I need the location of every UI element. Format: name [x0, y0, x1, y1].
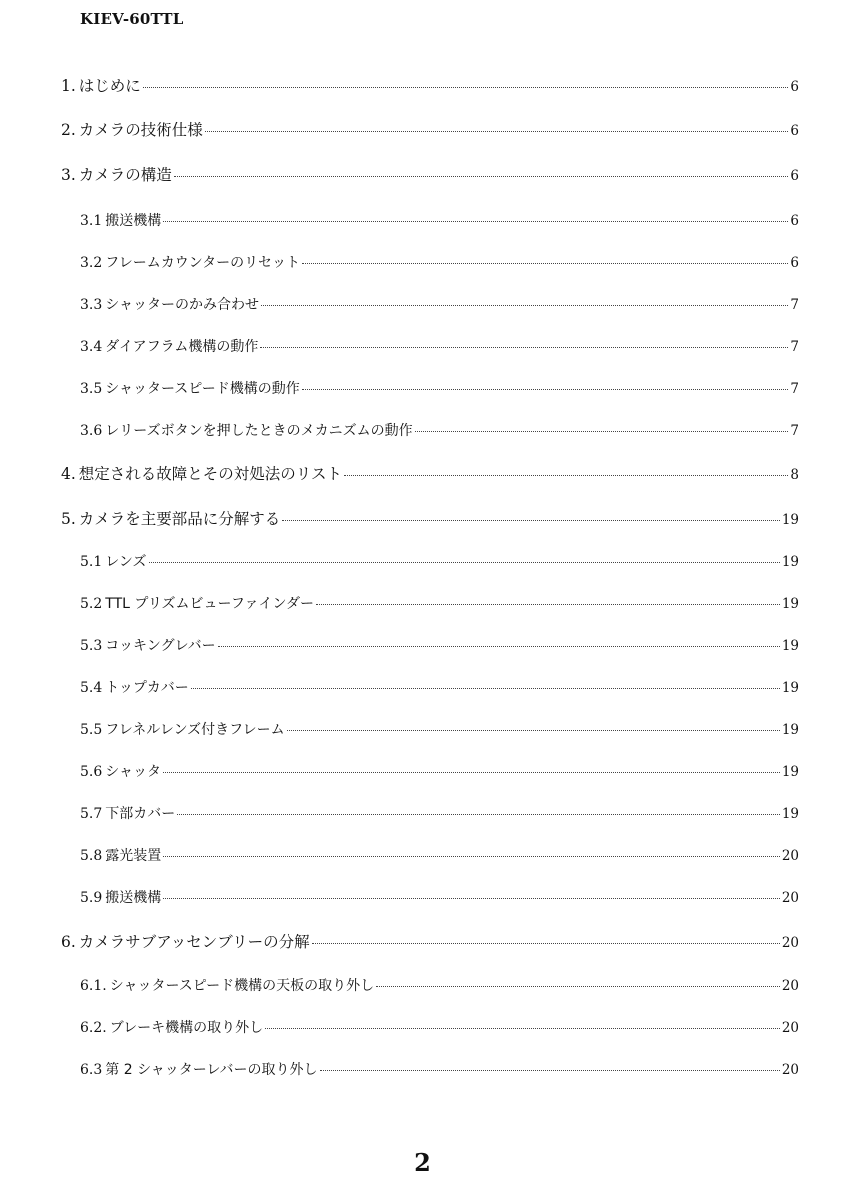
toc-dot-leader	[302, 389, 789, 390]
toc-entry-title: カメラの構造	[78, 166, 172, 184]
toc-entry-number: 5.8	[80, 848, 103, 864]
toc-dot-leader	[265, 1028, 780, 1029]
toc-entry-label	[80, 803, 176, 823]
toc-entry-title: TTL プリズムビューファインダー	[105, 596, 314, 612]
toc-entry[interactable]	[61, 163, 799, 185]
toc-entry-page: 19	[781, 806, 799, 822]
toc-dot-leader	[163, 898, 780, 899]
toc-entry-label	[61, 118, 204, 140]
toc-dot-leader	[312, 943, 780, 944]
toc-entry[interactable]	[80, 336, 799, 356]
toc-entry[interactable]	[80, 593, 799, 613]
toc-entry-page: 19	[781, 722, 799, 738]
toc-entry-label	[80, 719, 286, 739]
toc-entry-title: レリーズボタンを押したときのメカニズムの動作	[105, 423, 413, 439]
toc-entry-title: シャッタ	[105, 764, 161, 780]
toc-dot-leader	[163, 772, 780, 773]
toc-entry[interactable]	[80, 677, 799, 697]
toc-entry-page: 20	[781, 890, 799, 906]
toc-entry-label	[80, 1059, 319, 1079]
toc-entry-title: 下部カバー	[105, 806, 176, 822]
toc-entry-number: 5.4	[80, 680, 103, 696]
toc-entry-number: 3.3	[80, 297, 103, 313]
toc-entry-number: 5.6	[80, 764, 103, 780]
toc-entry-title: カメラの技術仕様	[78, 121, 203, 139]
toc-entry-page: 6	[790, 213, 799, 229]
toc-entry-page: 20	[781, 978, 799, 994]
toc-entry-page: 7	[790, 423, 799, 439]
toc-entry-page: 20	[781, 1062, 799, 1078]
toc-dot-leader	[177, 814, 780, 815]
toc-dot-leader	[376, 986, 780, 987]
document-header-title: KIEV-60TTL	[80, 10, 184, 28]
toc-entry-number: 1.	[61, 77, 76, 95]
toc-entry-page: 6	[790, 168, 799, 184]
toc-entry-label	[80, 210, 162, 230]
toc-entry[interactable]	[80, 1017, 799, 1037]
toc-entry-title: シャッターのかみ合わせ	[105, 297, 259, 313]
toc-entry-number: 3.	[61, 166, 76, 184]
toc-dot-leader	[302, 263, 788, 264]
toc-entry[interactable]	[80, 887, 799, 907]
toc-entry[interactable]	[80, 252, 799, 272]
toc-dot-leader	[282, 520, 780, 521]
toc-entry-number: 5.	[61, 510, 76, 528]
toc-entry-number: 6.2.	[80, 1020, 107, 1036]
toc-entry[interactable]	[80, 294, 799, 314]
toc-entry-label	[61, 507, 281, 529]
toc-entry-label	[80, 887, 162, 907]
toc-entry-title: ダイアフラム機構の動作	[105, 339, 259, 355]
toc-entry-number: 5.2	[80, 596, 103, 612]
toc-entry-label	[80, 1017, 264, 1037]
toc-entry-page: 19	[781, 638, 799, 654]
toc-entry[interactable]	[80, 420, 799, 440]
toc-entry-title: シャッタースピード機構の動作	[105, 381, 300, 397]
toc-entry-page: 20	[781, 848, 799, 864]
page-number: 2	[414, 1148, 431, 1177]
toc-entry-title: 第 2 シャッターレバーの取り外し	[105, 1062, 318, 1078]
toc-entry[interactable]	[80, 803, 799, 823]
toc-entry[interactable]	[80, 761, 799, 781]
toc-entry-number: 6.3	[80, 1062, 103, 1078]
toc-entry-title: 搬送機構	[105, 213, 162, 229]
toc-entry-number: 5.7	[80, 806, 103, 822]
toc-entry-number: 5.5	[80, 722, 103, 738]
toc-entry-page: 19	[781, 680, 799, 696]
toc-dot-leader	[316, 604, 780, 605]
toc-entry-page: 6	[790, 255, 799, 271]
toc-entry-label	[61, 74, 142, 96]
toc-entry-title: カメラを主要部品に分解する	[78, 510, 281, 528]
toc-dot-leader	[344, 475, 788, 476]
toc-entry-page: 19	[781, 554, 799, 570]
toc-entry-label	[80, 845, 162, 865]
toc-entry[interactable]	[80, 719, 799, 739]
toc-entry-page: 6	[790, 123, 799, 139]
toc-entry-number: 3.4	[80, 339, 103, 355]
toc-dot-leader	[205, 131, 789, 132]
toc-entry-page: 19	[781, 764, 799, 780]
toc-dot-leader	[143, 87, 789, 88]
toc-dot-leader	[163, 221, 788, 222]
toc-dot-leader	[191, 688, 780, 689]
toc-entry-title: カメラサブアッセンブリーの分解	[78, 933, 310, 951]
toc-entry-number: 6.1.	[80, 978, 107, 994]
toc-entry-title: トップカバー	[105, 680, 189, 696]
toc-entry[interactable]	[80, 975, 799, 995]
toc-entry[interactable]	[80, 1059, 799, 1079]
toc-dot-leader	[218, 646, 780, 647]
toc-entry[interactable]	[80, 635, 799, 655]
toc-entry[interactable]	[80, 551, 799, 571]
toc-entry-number: 3.5	[80, 381, 103, 397]
toc-entry-page: 20	[781, 1020, 799, 1036]
toc-entry-label	[80, 635, 217, 655]
toc-dot-leader	[260, 347, 788, 348]
toc-entry-label	[80, 378, 301, 398]
toc-dot-leader	[287, 730, 780, 731]
toc-entry[interactable]	[80, 378, 799, 398]
toc-entry-label	[80, 677, 190, 697]
toc-entry-label	[80, 975, 375, 995]
toc-entry-title: シャッタースピード機構の天板の取り外し	[109, 978, 375, 994]
toc-dot-leader	[320, 1070, 780, 1071]
toc-entry-page: 6	[790, 79, 799, 95]
toc-dot-leader	[163, 856, 780, 857]
toc-entry-page: 19	[781, 512, 799, 528]
toc-entry-page: 20	[781, 935, 799, 951]
toc-entry-label	[61, 930, 311, 952]
toc-entry-label	[80, 252, 301, 272]
toc-entry-title: 露光装置	[105, 848, 162, 864]
toc-entry-label	[61, 462, 343, 484]
toc-entry-page: 8	[790, 467, 799, 483]
toc-entry-number: 3.2	[80, 255, 103, 271]
toc-entry[interactable]	[61, 74, 799, 96]
toc-entry-number: 5.3	[80, 638, 103, 654]
toc-entry-title: 搬送機構	[105, 890, 162, 906]
toc-entry-label	[80, 336, 259, 356]
toc-entry-label	[80, 420, 414, 440]
toc-entry[interactable]	[61, 930, 799, 952]
toc-dot-leader	[415, 431, 789, 432]
toc-entry-number: 5.9	[80, 890, 103, 906]
toc-entry-title: コッキングレバー	[105, 638, 216, 654]
toc-entry[interactable]	[80, 845, 799, 865]
toc-entry-number: 3.1	[80, 213, 103, 229]
toc-dot-leader	[174, 176, 789, 177]
toc-entry-number: 4.	[61, 465, 76, 483]
toc-entry-label	[61, 163, 173, 185]
toc-entry-title: フレームカウンターのリセット	[105, 255, 301, 271]
toc-entry-label	[80, 593, 315, 613]
toc-entry-title: ブレーキ機構の取り外し	[109, 1020, 264, 1036]
toc-entry-title: レンズ	[105, 554, 147, 570]
toc-entry-number: 5.1	[80, 554, 103, 570]
toc-entry-number: 6.	[61, 933, 76, 951]
toc-entry-number: 3.6	[80, 423, 103, 439]
toc-entry[interactable]	[80, 210, 799, 230]
toc-entry-label	[80, 761, 162, 781]
toc-entry[interactable]	[61, 118, 799, 140]
toc-entry-page: 7	[790, 381, 799, 397]
toc-entry[interactable]	[61, 462, 799, 484]
toc-entry-page: 7	[790, 297, 799, 313]
toc-dot-leader	[261, 305, 788, 306]
toc-entry-title: はじめに	[78, 77, 141, 95]
toc-dot-leader	[149, 562, 780, 563]
toc-entry-title: 想定される故障とその対処法のリスト	[78, 465, 342, 483]
toc-entry[interactable]	[61, 507, 799, 529]
toc-entry-number: 2.	[61, 121, 76, 139]
toc-entry-label	[80, 551, 148, 571]
toc-entry-title: フレネルレンズ付きフレーム	[105, 722, 285, 738]
toc-entry-label	[80, 294, 260, 314]
toc-entry-page: 7	[790, 339, 799, 355]
toc-entry-page: 19	[781, 596, 799, 612]
